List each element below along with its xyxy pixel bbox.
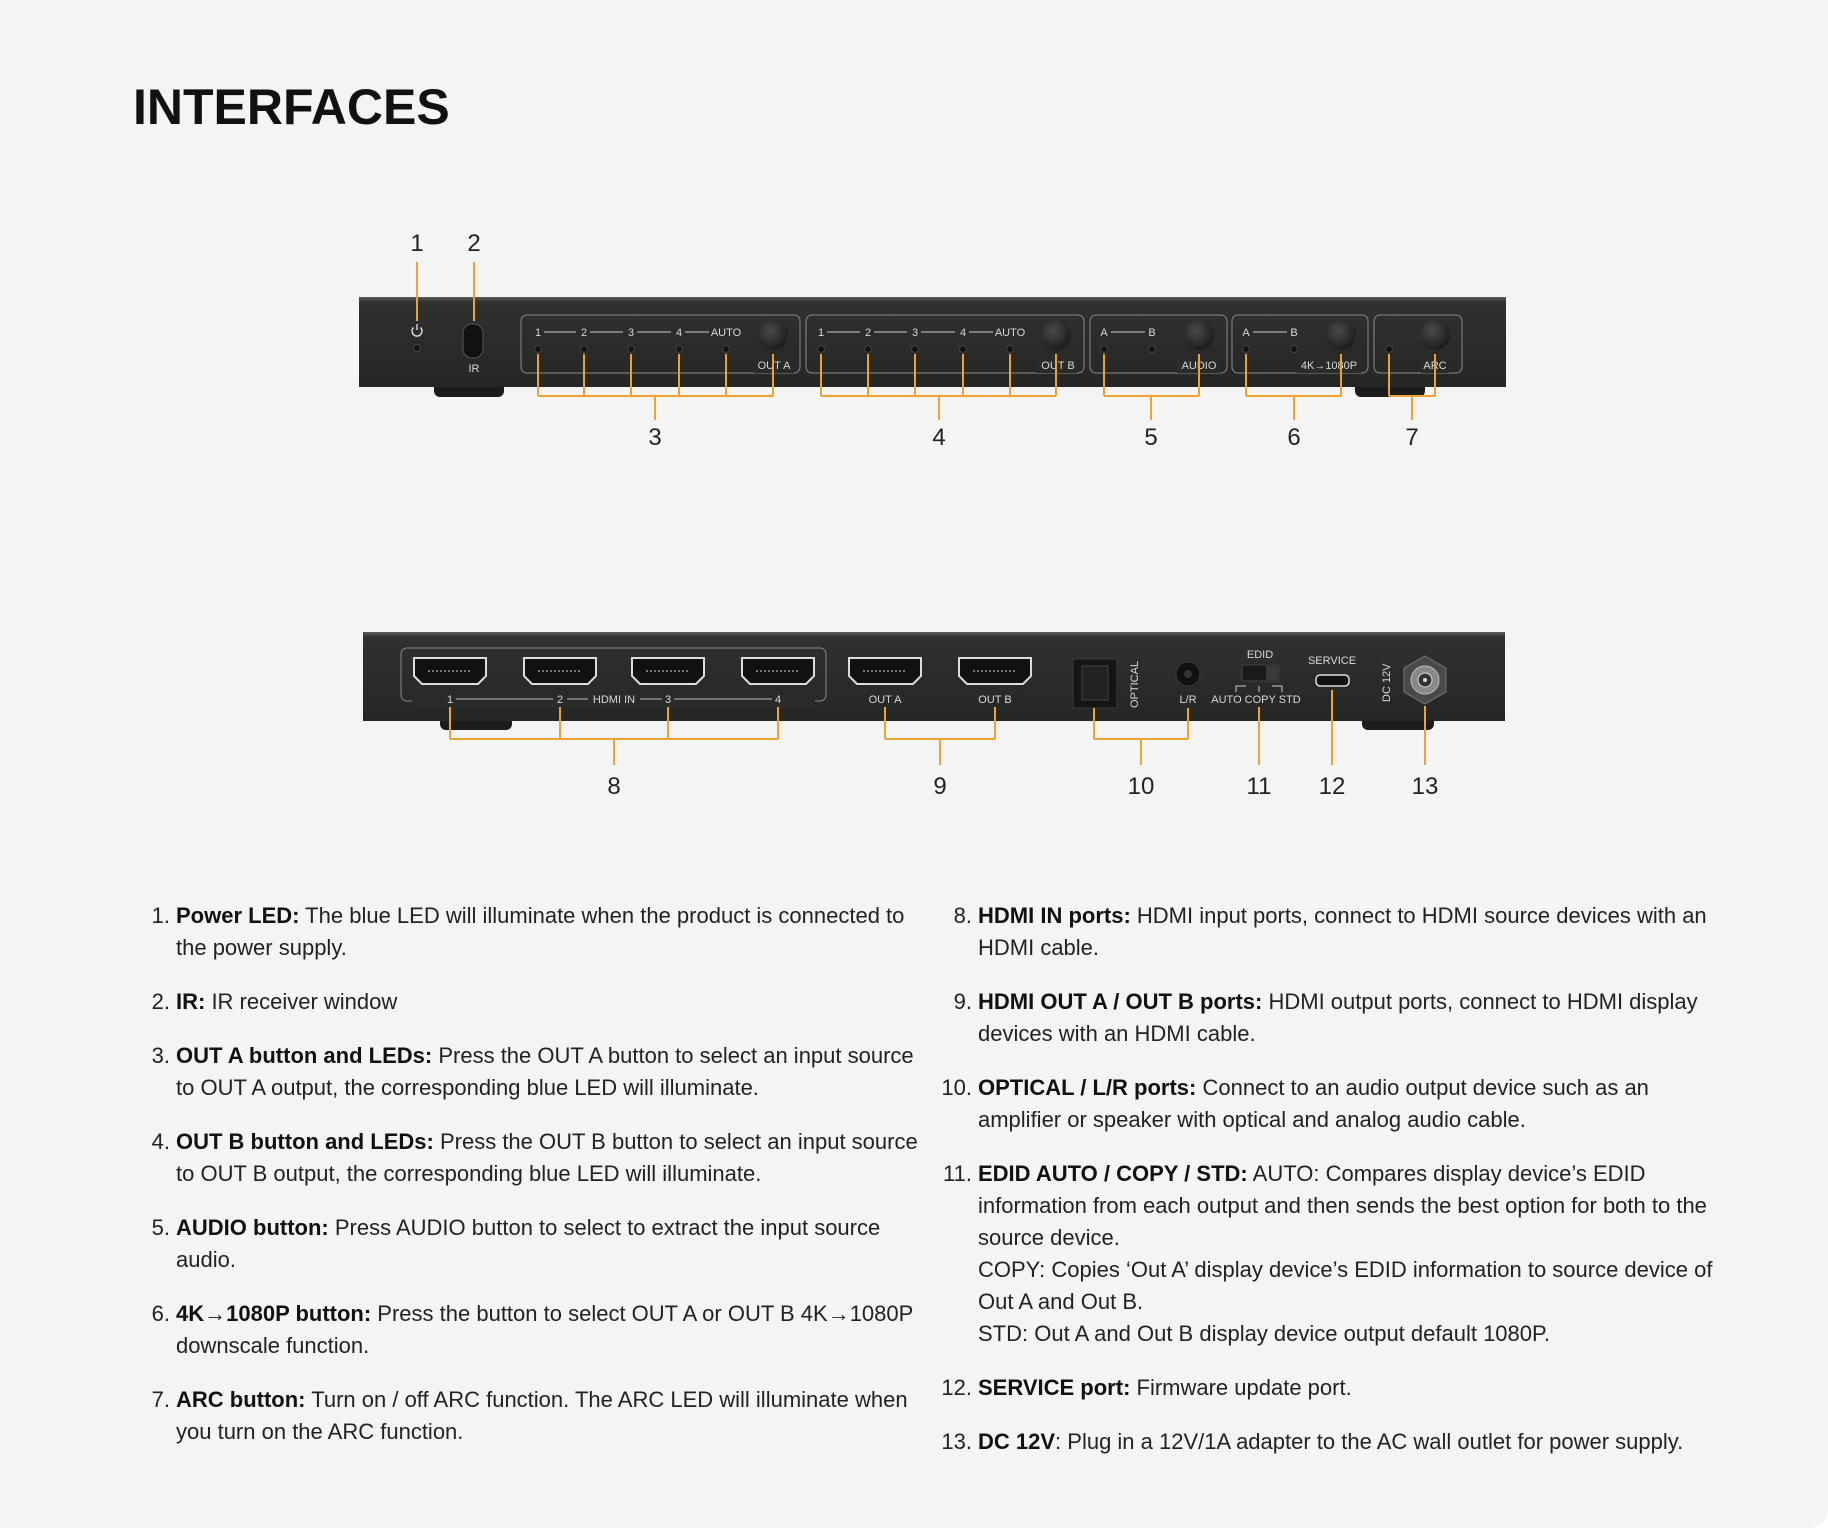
item-number: 5.	[151, 1215, 170, 1240]
item-text-std: STD: Out A and Out B display device output default 1080P.	[978, 1321, 1550, 1346]
list-item	[936, 1426, 1736, 1458]
out-b-label: OUT B	[1041, 360, 1075, 372]
dc-label: DC 12V	[1381, 663, 1393, 702]
item-number: 2.	[151, 989, 170, 1014]
list-item	[140, 1040, 920, 1104]
downscale-label-b: B	[1290, 327, 1298, 339]
item-text: Press AUDIO button to select to extract the input source audio.	[176, 1215, 881, 1272]
audio-label: AUDIO	[1181, 360, 1217, 372]
item-number: 13.	[941, 1429, 972, 1454]
item-number: 4.	[151, 1129, 170, 1154]
interface-list-left	[140, 900, 920, 1470]
list-item	[936, 986, 1736, 1050]
item-title: OPTICAL / L/R ports:	[978, 1075, 1197, 1100]
item-text: Press the OUT B button to select an input source to OUT B output, the corresponding blue LED will illuminate.	[176, 1129, 918, 1186]
arc-button[interactable]	[1420, 320, 1450, 350]
ir-window	[463, 324, 483, 358]
page-title: INTERFACES	[133, 79, 450, 135]
downscale-led-a	[1243, 346, 1250, 353]
list-item	[140, 900, 920, 964]
out-a-label-4: 4	[675, 327, 683, 339]
list-item	[140, 986, 920, 1018]
out-b-button[interactable]	[1041, 320, 1071, 350]
item-text: HDMI input ports, connect to HDMI source devices with an HDMI cable.	[978, 903, 1707, 960]
rear-panel	[363, 632, 1505, 730]
callout-1: 1	[410, 230, 424, 257]
hdmi-out-b-label: OUT B	[978, 694, 1012, 706]
power-led	[414, 345, 421, 352]
item-text: Connect to an audio output device such as an amplifier or speaker with optical and analog audio cable.	[978, 1075, 1649, 1132]
out-a-button[interactable]	[758, 320, 788, 350]
audio-led-a	[1101, 346, 1108, 353]
item-number: 6.	[151, 1301, 170, 1326]
out-a-label-2: 2	[580, 327, 588, 339]
downscale-button[interactable]	[1326, 320, 1356, 350]
ir-label: IR	[468, 363, 480, 375]
item-title: OUT B button and LEDs:	[176, 1129, 434, 1154]
item-number: 12.	[941, 1375, 972, 1400]
hdmi-in-label-2: 2	[556, 694, 564, 706]
item-title: OUT A button and LEDs:	[176, 1043, 433, 1068]
callout-6: 6	[1287, 424, 1301, 451]
out-a-label-1: 1	[534, 327, 542, 339]
lr-label: L/R	[1179, 694, 1197, 706]
item-title: SERVICE port:	[978, 1375, 1131, 1400]
out-b-label-auto: AUTO	[994, 327, 1026, 339]
service-port	[1316, 675, 1349, 686]
list-item	[936, 1072, 1736, 1136]
out-a-label: OUT A	[757, 360, 791, 372]
item-title: 4K→1080P button:	[176, 1301, 372, 1326]
callout-9: 9	[933, 773, 947, 800]
list-item	[140, 1212, 920, 1276]
item-title: HDMI IN ports:	[978, 903, 1131, 928]
arc-label: ARC	[1423, 360, 1447, 372]
front-panel	[359, 297, 1506, 397]
edid-modes-label: AUTO COPY STD	[1211, 694, 1301, 706]
callout-8: 8	[607, 773, 621, 800]
item-title: IR:	[176, 989, 206, 1014]
callout-10: 10	[1127, 773, 1155, 800]
item-title: EDID AUTO / COPY / STD:	[978, 1161, 1248, 1186]
item-text: Press the OUT A button to select an input source to OUT A output, the corresponding blue LED will illuminate.	[176, 1043, 914, 1100]
out-b-label-4: 4	[959, 327, 967, 339]
item-number: 11.	[943, 1161, 972, 1186]
item-title: DC 12V	[978, 1429, 1056, 1454]
item-number: 9.	[953, 989, 972, 1014]
interface-list-right	[936, 900, 1736, 1480]
item-title: ARC button:	[176, 1387, 306, 1412]
callout-5: 5	[1144, 424, 1158, 451]
callout-3: 3	[648, 424, 662, 451]
hdmi-in-label-3: 3	[664, 694, 672, 706]
item-text: The blue LED will illuminate when the product is connected to the power supply.	[176, 903, 905, 960]
callout-13: 13	[1411, 773, 1439, 800]
callout-12: 12	[1318, 773, 1346, 800]
item-text: Turn on / off ARC function. The ARC LED will illuminate when you turn on the ARC function.	[176, 1387, 908, 1444]
list-item	[140, 1298, 920, 1362]
optical-label: OPTICAL	[1129, 660, 1141, 708]
list-item	[936, 900, 1736, 964]
audio-label-b: B	[1148, 327, 1156, 339]
item-number: 1.	[151, 903, 170, 928]
item-title: HDMI OUT A / OUT B ports:	[978, 989, 1263, 1014]
callout-11: 11	[1246, 773, 1272, 800]
arc-led	[1386, 346, 1393, 353]
hdmi-in-label: HDMI IN	[592, 694, 636, 706]
item-number: 10.	[941, 1075, 972, 1100]
list-item	[140, 1126, 920, 1190]
item-number: 3.	[151, 1043, 170, 1068]
edid-label: EDID	[1246, 649, 1274, 661]
hdmi-out-a-label: OUT A	[868, 694, 902, 706]
item-text: IR receiver window	[205, 989, 398, 1014]
callout-7: 7	[1405, 424, 1419, 451]
list-item	[140, 1384, 920, 1448]
service-label: SERVICE	[1307, 655, 1357, 667]
audio-button[interactable]	[1184, 320, 1214, 350]
item-text-copy: COPY: Copies ‘Out A’ display device’s EDID information to source device of Out A and Out B.	[978, 1257, 1713, 1314]
callout-4: 4	[932, 424, 946, 451]
hdmi-in-label-4: 4	[774, 694, 782, 706]
audio-label-a: A	[1100, 327, 1108, 339]
downscale-led-b	[1291, 346, 1298, 353]
downscale-label: 4K→1080P	[1300, 360, 1358, 372]
item-title: AUDIO button:	[176, 1215, 329, 1240]
item-number: 7.	[151, 1387, 170, 1412]
out-b-label-2: 2	[864, 327, 872, 339]
list-item	[936, 1372, 1736, 1404]
hdmi-in-label-1: 1	[446, 694, 454, 706]
item-text: AUTO: Compares display device’s EDID information from each output and then sends the best option for both to the source device.	[978, 1161, 1707, 1250]
item-text: Press the button to select OUT A or OUT B 4K→1080P downscale function.	[176, 1301, 913, 1358]
downscale-label-a: A	[1242, 327, 1250, 339]
item-text: Firmware update port.	[1130, 1375, 1352, 1400]
callout-2: 2	[467, 230, 481, 257]
item-title: Power LED:	[176, 903, 300, 928]
out-a-label-auto: AUTO	[710, 327, 742, 339]
out-b-label-1: 1	[817, 327, 825, 339]
item-text: : Plug in a 12V/1A adapter to the AC wall outlet for power supply.	[1055, 1429, 1684, 1454]
out-a-label-3: 3	[627, 327, 635, 339]
out-b-label-3: 3	[911, 327, 919, 339]
item-number: 8.	[953, 903, 972, 928]
item-text: HDMI output ports, connect to HDMI display devices with an HDMI cable.	[978, 989, 1698, 1046]
list-item	[936, 1158, 1736, 1350]
audio-led-b	[1149, 346, 1156, 353]
